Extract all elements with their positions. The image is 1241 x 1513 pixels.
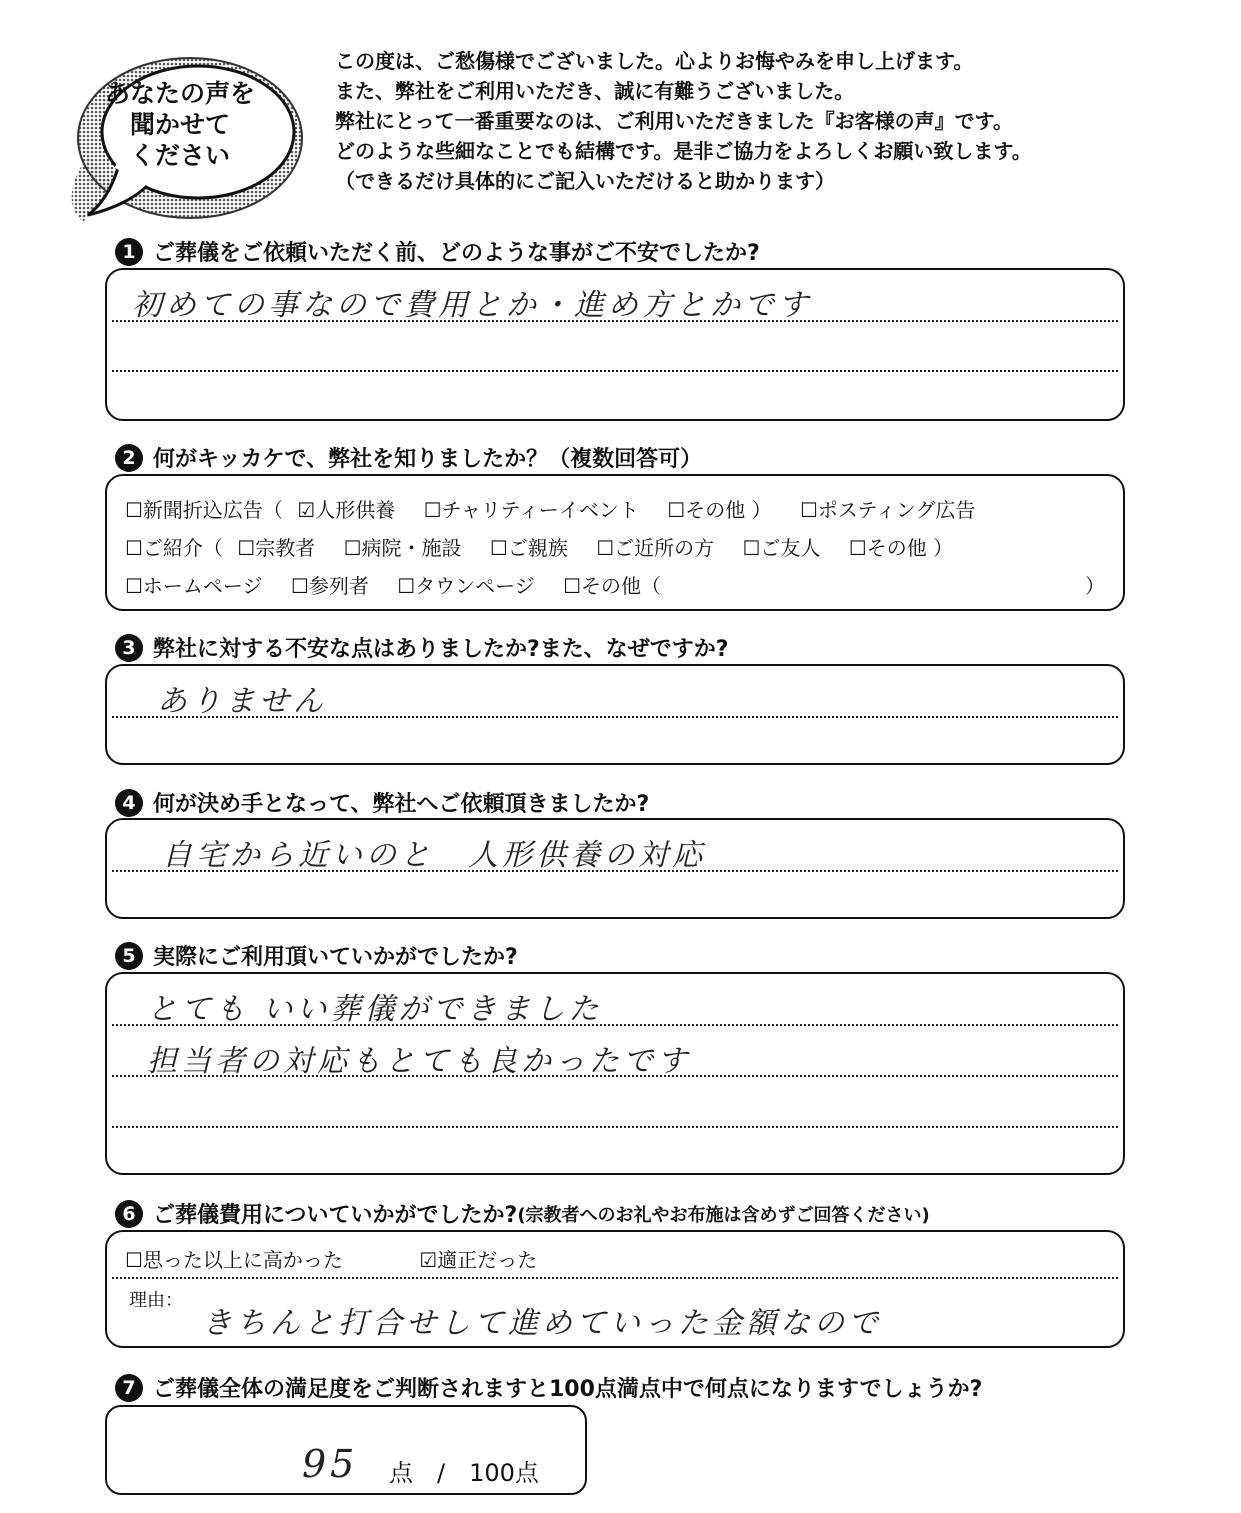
score-unit: 点 / 100点 [389,1459,539,1487]
question-4-heading [115,787,649,818]
checkbox-option[interactable]: ☐参列者 [290,574,369,598]
answer-1-text: 初めての事なので費用とか・進め方とかです [132,288,812,323]
options-row-1 [125,494,997,523]
question-text: 何が決め手となって、弊社へご依頼頂きましたか? [153,792,650,817]
checkbox-option[interactable]: ☐その他 ） [667,498,772,522]
answer-box-2[interactable] [105,474,1125,611]
checkbox-option[interactable]: ☑人形供養 [297,498,396,522]
question-text: ご葬儀全体の満足度をご判断されますと100点満点中で何点になりますでしょうか? [153,1377,983,1402]
checkbox-option[interactable]: ☐宗教者 [237,536,316,560]
intro-text [335,46,1215,196]
question-number: 7 [115,1374,143,1402]
answer-5-line-2: 担当者の対応もとても良かったです [147,1044,691,1079]
intro-line: （できるだけ具体的にご記入いただけると助かります） [335,169,835,193]
options-row [125,1244,559,1273]
question-text: ご葬儀をご依頼いただく前、どのような事がご不安でしたか? [153,241,760,266]
checkbox-option[interactable]: ☐タウンページ [397,574,535,598]
question-number: 5 [115,942,143,970]
checkbox-option[interactable]: ☑適正だった [419,1248,538,1272]
bubble-title: あなたの声を 聞かせて ください [104,79,255,170]
intro-line: 弊社にとって一番重要なのは、ご利用いただきました『お客様の声』です。 [335,109,1013,133]
answer-box-3[interactable] [105,664,1125,765]
checkbox-option[interactable]: ☐ご友人 [742,536,821,560]
question-3-heading [115,632,729,663]
checkbox-option[interactable]: ☐ご近所の方 [596,536,715,560]
question-text: ご葬儀費用についていかがでしたか? [153,1203,518,1228]
question-number: 3 [115,634,143,662]
reason-text: きちんと打合せして進めていった金額なので [202,1306,882,1341]
options-row-3 [125,570,683,599]
answer-5-line-1: とても いい葬儀ができました [147,992,603,1027]
answer-box-1[interactable] [105,268,1125,421]
options-row-2 [125,532,975,561]
checkbox-option[interactable]: ☐新聞折込広告（ [125,498,283,522]
question-6-heading [115,1198,930,1229]
question-text: 実際にご利用頂いていかがでしたか? [153,945,518,970]
question-number: 4 [115,789,143,817]
checkbox-option[interactable]: ☐ホームページ [125,574,263,598]
score-box[interactable] [105,1405,587,1495]
question-number: 1 [115,238,143,266]
answer-box-5[interactable] [105,972,1125,1175]
checkbox-option[interactable]: ☐ご紹介（ [125,536,223,560]
intro-line: また、弊社をご利用いただき、誠に有難うございました。 [335,79,855,103]
intro-line: どのような些細なことでも結構です。是非ご協力をよろしくお願い致します。 [335,139,1032,163]
checkbox-option[interactable]: ☐チャリティーイベント [423,498,639,522]
answer-box-4[interactable] [105,818,1125,919]
question-number: 6 [115,1200,143,1228]
question-text: 弊社に対する不安な点はありましたか?また、なぜですか? [153,637,729,662]
question-1-heading [115,236,760,267]
reason-label: 理由： [129,1290,183,1311]
question-7-heading [115,1372,982,1403]
checkbox-option[interactable]: ☐思った以上に高かった [125,1248,343,1272]
options-close-paren: ） [1085,574,1105,598]
score-value: 95 [302,1442,359,1486]
answer-4-text: 自宅から近いのと 人形供養の対応 [162,838,706,873]
question-5-heading [115,940,518,971]
checkbox-option[interactable]: ☐ポスティング広告 [799,498,976,522]
answer-box-6[interactable] [105,1230,1125,1348]
question-text: 何がキッカケで、弊社を知りましたか？（複数回答可） [153,447,703,472]
intro-line: この度は、ご愁傷様でございました。心よりお悔やみを申し上げます。 [335,49,974,73]
checkbox-option[interactable]: ☐その他（ [563,574,662,598]
answer-3-text: ありません [157,684,327,719]
checkbox-option[interactable]: ☐その他 ） [848,536,954,560]
question-number: 2 [115,444,143,472]
question-2-heading [115,442,702,473]
question-note: (宗教者へのお礼やお布施は含めずご回答ください) [517,1204,930,1226]
checkbox-option[interactable]: ☐ご親族 [489,536,568,560]
checkbox-option[interactable]: ☐病院・施設 [343,536,462,560]
